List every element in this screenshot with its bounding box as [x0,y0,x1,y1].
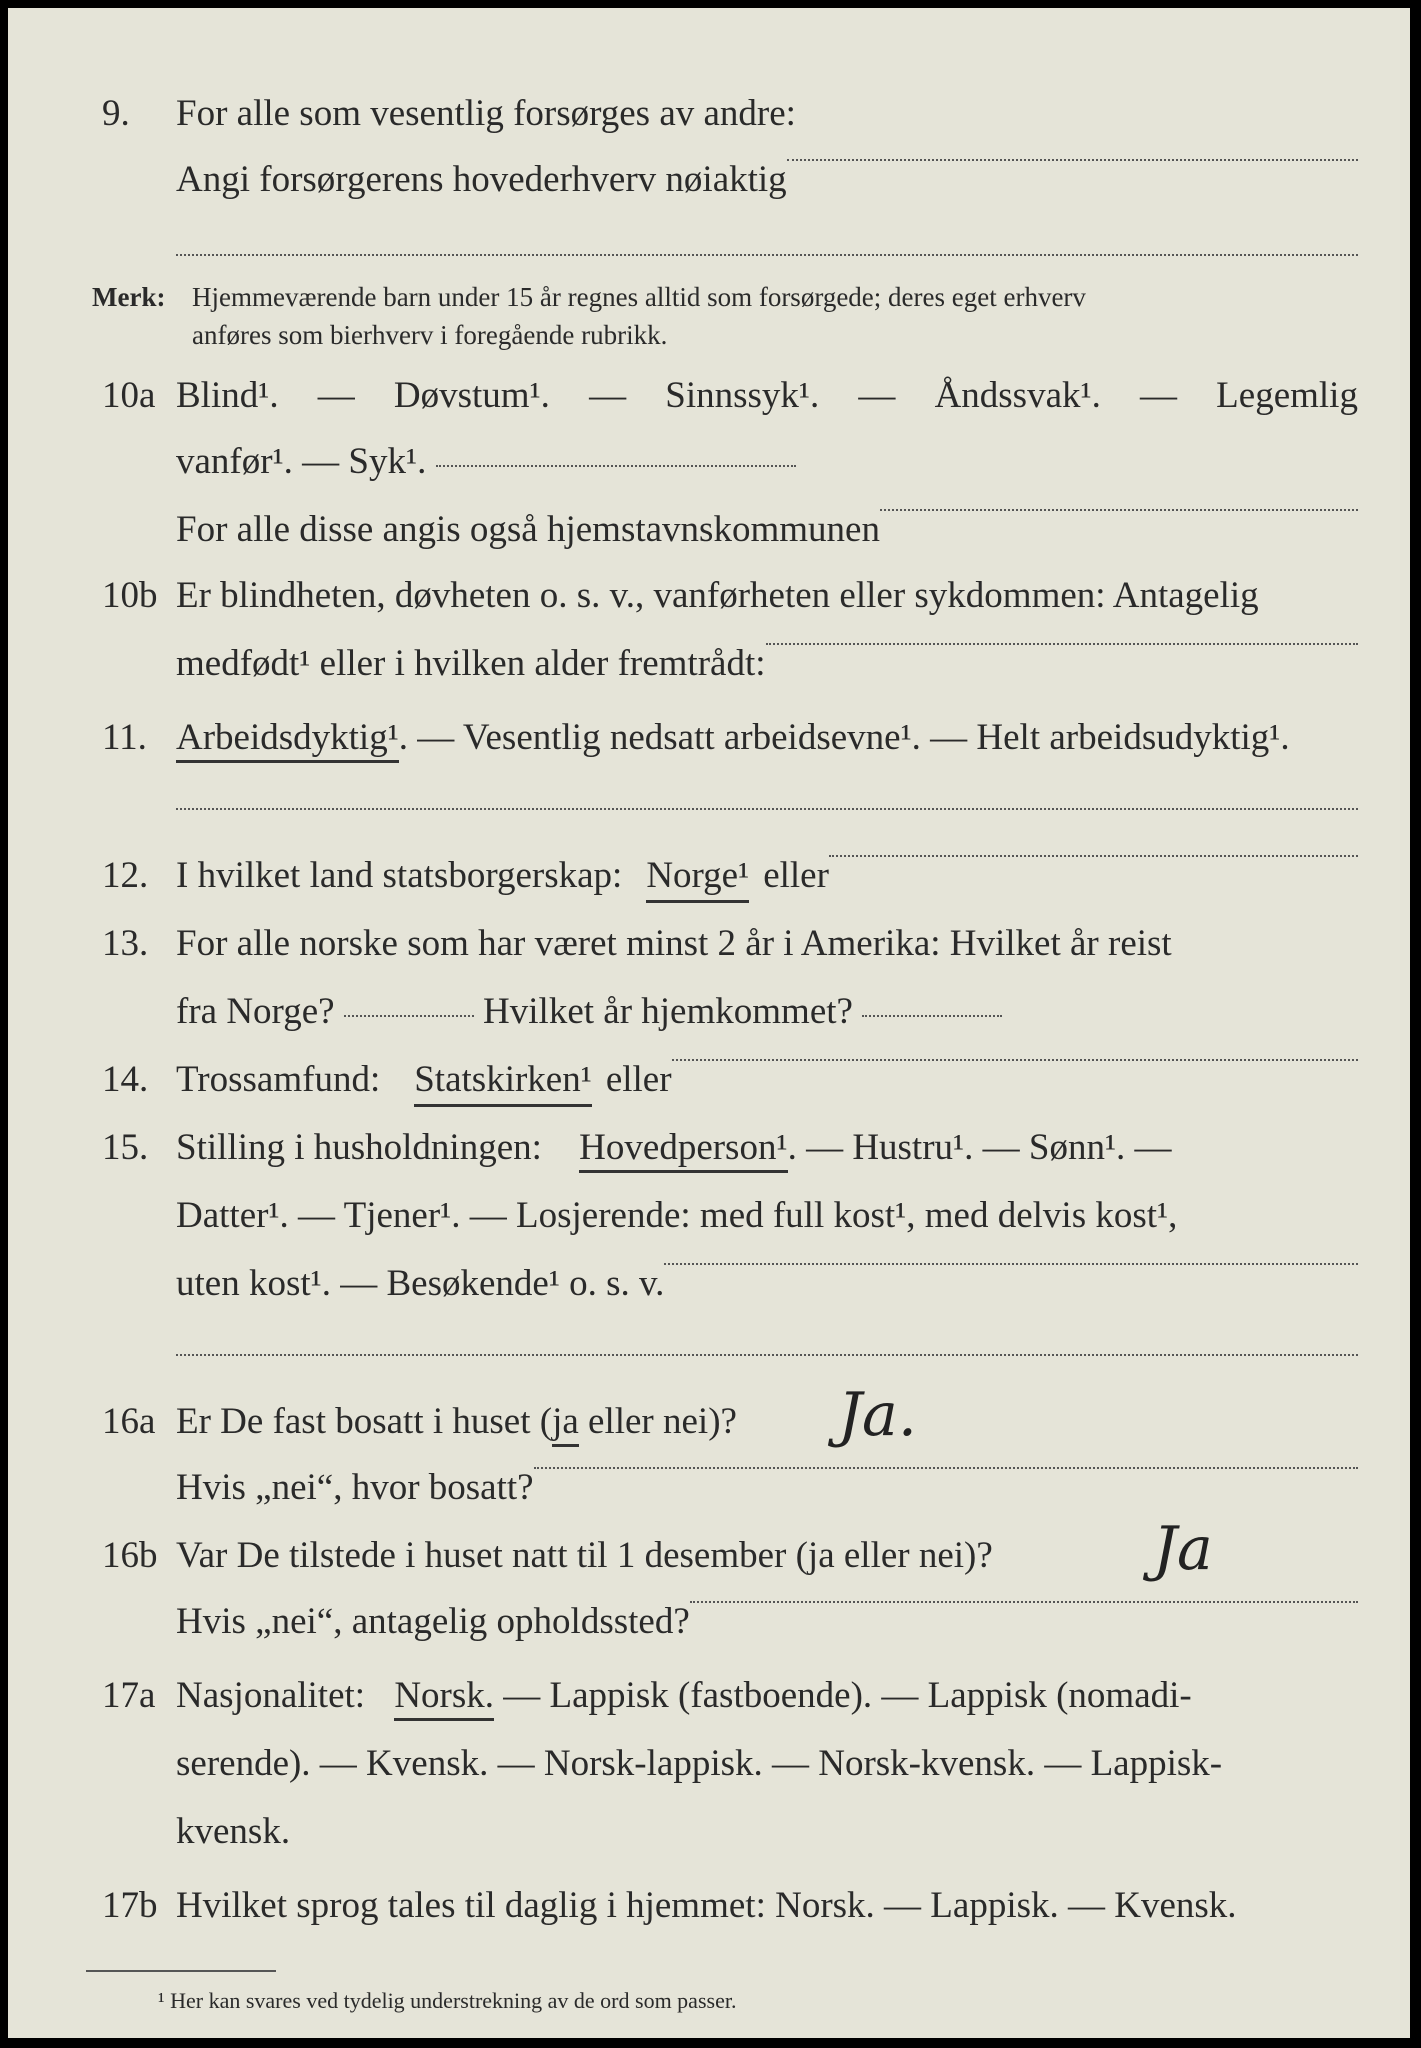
question-text: I hvilket land statsborgerskap: [176,855,623,896]
answer-blank[interactable] [664,1262,1358,1265]
option-legemlig[interactable]: Legemlig [1216,375,1358,416]
question-text: Hvis „nei“, antagelig opholdssted? [176,1601,690,1642]
option-norge-underlined[interactable]: Norge¹ [646,854,749,903]
question-options: — Lappisk (fastboende). — Lappisk (nomadi- [503,1675,1192,1716]
question-number: 10a [102,375,156,416]
question-number: 12. [102,855,149,896]
question-options: Datter¹. — Tjener¹. — Losjerende: med full kost¹, med delvis kost¹, [176,1195,1178,1236]
question-number: 10b [102,575,158,616]
question-text: eller [605,1059,672,1100]
question-options: . — Hustru¹. — Sønn¹. — [787,1127,1172,1168]
note-label: Merk: [92,282,166,312]
question-text: For alle disse angis også hjemstavnskommunen [176,509,880,550]
dash: — [1140,375,1178,416]
option-sinnssyk[interactable]: Sinnssyk¹. [665,375,820,416]
question-number: 11. [102,717,147,758]
question-options [176,374,1358,418]
answer-blank[interactable] [829,854,1358,857]
question-text: Hvilket sprog tales til daglig i hjemmet: Norsk. — Lappisk. — Kvensk. [176,1885,1237,1926]
answer-blank[interactable] [880,508,1358,511]
question-text: For alle norske som har været minst 2 år i Amerika: Hvilket år reist [176,923,1172,964]
question-text: eller nei)? [578,1401,737,1442]
handwritten-answer: Ja. [838,1380,917,1450]
answer-blank[interactable] [176,254,1358,256]
answer-blank[interactable] [672,1058,1358,1061]
question-text: Er De fast bosatt i huset ( [176,1401,553,1442]
question-options: kvensk. [176,1811,291,1852]
option-hovedperson-underlined[interactable]: Hovedperson¹ [579,1127,787,1173]
question-text: For alle som vesentlig forsørges av andre: [176,93,796,134]
handwritten-answer: Ja [1153,1514,1213,1584]
option-statskirken-underlined[interactable]: Statskirken¹ [414,1058,592,1107]
question-text: medfødt¹ eller i hvilken alder fremtrådt: [176,643,766,684]
option-norsk-underlined[interactable]: Norsk. [394,1675,494,1721]
option-dovstum[interactable]: Døvstum¹. [393,375,550,416]
census-form-page [8,8,1410,2038]
option-arbeidsdyktig-underlined[interactable]: Arbeidsdyktig¹ [176,717,399,763]
question-text: Var De tilstede i huset natt til 1 desember (ja eller nei)? [176,1535,993,1576]
question-options: uten kost¹. — Besøkende¹ o. s. v. [176,1263,665,1304]
answer-blank[interactable] [862,1014,1002,1017]
option-blind[interactable]: Blind¹. [176,375,279,416]
answer-blank[interactable] [690,1600,1358,1603]
dash: — [317,375,355,416]
question-number: 9. [102,93,130,134]
note-text: Hjemmeværende barn under 15 år regnes alltid som forsørgede; deres eget erhverv [192,282,1086,312]
question-text: Hvilket år hjemkommet? [483,991,853,1032]
question-text: Angi forsørgerens hovederhverv nøiaktig [176,159,787,200]
question-number: 17b [102,1885,158,1926]
question-text: vanfør¹. — Syk¹. [176,441,427,482]
answer-blank[interactable] [176,808,1358,810]
question-text: Trossamfund: [176,1059,381,1100]
question-text: Hvis „nei“, hvor bosatt? [176,1467,534,1508]
question-options: . — Vesentlig nedsatt arbeidsevne¹. — Helt arbeidsudyktig¹. [398,717,1290,758]
question-text: eller [763,855,829,896]
question-number: 16a [102,1401,156,1442]
footnote-divider [86,1970,276,1972]
question-number: 16b [102,1535,158,1576]
answer-blank[interactable] [344,1014,474,1017]
answer-blank[interactable] [176,1354,1358,1356]
question-text: fra Norge? [176,991,335,1032]
question-number: 15. [102,1127,149,1168]
question-number: 17a [102,1675,156,1716]
question-options: serende). — Kvensk. — Norsk-lappisk. — Norsk-kvensk. — Lappisk- [176,1743,1223,1784]
dash: — [858,375,896,416]
question-number: 14. [102,1059,149,1100]
option-ja-underlined[interactable]: ja [552,1401,579,1447]
question-text: Er blindheten, døvheten o. s. v., vanførheten eller sykdommen: Antagelig [176,575,1259,616]
answer-blank[interactable] [534,1466,1358,1469]
question-text: Nasjonalitet: [176,1675,366,1716]
question-number: 13. [102,923,149,964]
dash: — [589,375,627,416]
answer-blank[interactable] [436,464,796,467]
footnote: ¹ Her kan svares ved tydelig understrekning av de ord som passer. [158,1988,737,2013]
answer-blank[interactable] [787,158,1358,161]
question-text: Stilling i husholdningen: [176,1127,542,1168]
answer-blank[interactable] [766,642,1358,645]
note-text: anføres som bierhverv i foregående rubrikk. [192,320,668,350]
option-andssvak[interactable]: Åndssvak¹. [934,375,1101,416]
